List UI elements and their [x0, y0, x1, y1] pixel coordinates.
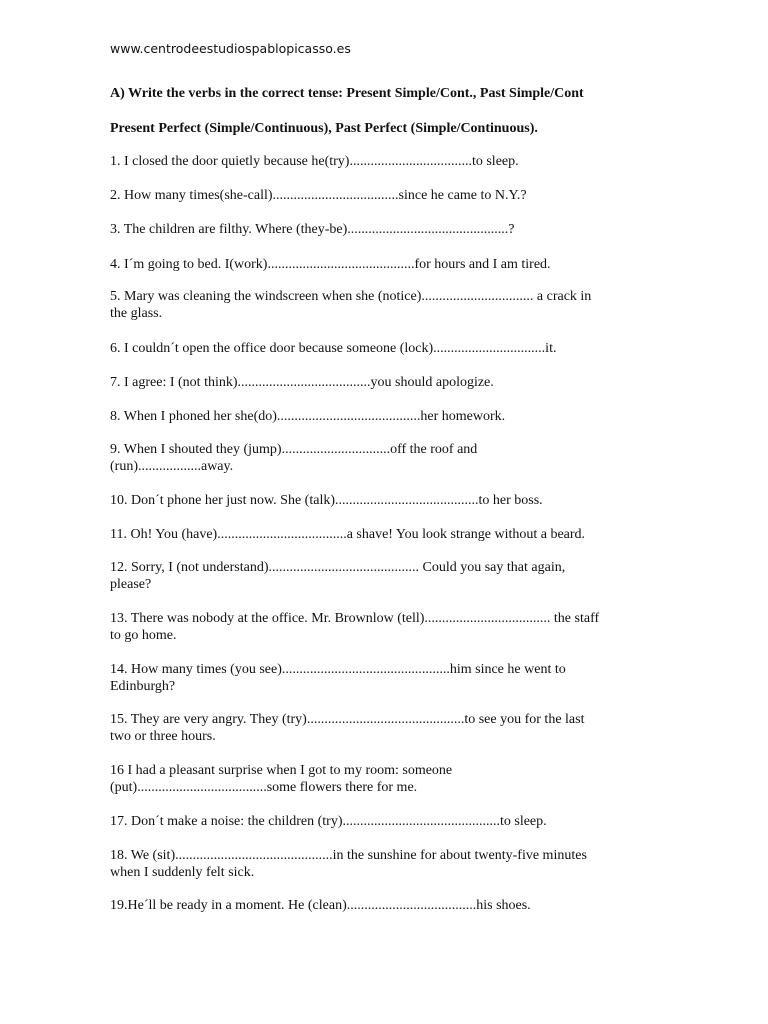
exercise-item — [110, 256, 670, 273]
item-text: 8. When I phoned her she(do).........................................her homework. — [110, 409, 506, 424]
item-text: 14. How many times (you see)................................................him since he went to — [110, 662, 566, 677]
item-text: 13. There was nobody at the office. Mr. Brownlow (tell).................................... the staff — [110, 611, 600, 626]
exercise-item — [110, 610, 670, 644]
exercise-item — [110, 897, 670, 914]
item-text: 2. How many times(she-call)....................................since he came to N.Y.? — [110, 188, 527, 203]
exercise-item — [110, 813, 670, 830]
website-header: www.centrodeestudiospablopicasso.es — [110, 41, 351, 56]
exercise-item — [110, 187, 670, 204]
item-text-continued: to go home. — [110, 628, 177, 643]
item-text: 16 I had a pleasant surprise when I got to my room: someone — [110, 763, 453, 778]
exercise-item — [110, 374, 670, 391]
item-text-continued: the glass. — [110, 306, 163, 321]
exercise-item — [110, 408, 670, 425]
item-text: 10. Don´t phone her just now. She (talk).........................................to her boss. — [110, 493, 543, 508]
item-text: 1. I closed the door quietly because he(try)...................................to sleep. — [110, 154, 519, 169]
exercise-item — [110, 711, 670, 745]
exercise-item — [110, 762, 670, 796]
item-text: 12. Sorry, I (not understand)........................................... Could you say that again, — [110, 560, 566, 575]
exercise-item — [110, 153, 670, 170]
item-text: 18. We (sit).............................................in the sunshine for about twenty-five minutes — [110, 848, 587, 863]
exercise-item — [110, 559, 670, 593]
exercise-item — [110, 441, 670, 475]
exercise-item — [110, 221, 670, 238]
item-text: 9. When I shouted they (jump)...............................off the roof and — [110, 442, 478, 457]
exercise-item — [110, 288, 670, 322]
exercise-title-line-1: A) Write the verbs in the correct tense: Present Simple/Cont., Past Simple/Cont — [110, 86, 584, 101]
item-text-continued: Edinburgh? — [110, 679, 176, 694]
item-text-continued: (run)..................away. — [110, 459, 234, 474]
item-text: 15. They are very angry. They (try).............................................to see you for the last — [110, 712, 585, 727]
item-text: 7. I agree: I (not think)......................................you should apologize. — [110, 375, 494, 390]
item-text: 4. I´m going to bed. I(work)..........................................for hours and I am tired. — [110, 257, 551, 272]
item-text-continued: (put).....................................some flowers there for me. — [110, 780, 418, 795]
exercise-item — [110, 847, 670, 881]
item-text: 3. The children are filthy. Where (they-be)..............................................? — [110, 222, 515, 237]
exercise-item — [110, 492, 670, 509]
exercise-item — [110, 526, 670, 543]
item-text: 19.He´ll be ready in a moment. He (clean).....................................his shoes. — [110, 898, 531, 913]
item-text: 11. Oh! You (have).....................................a shave! You look strange without a beard. — [110, 527, 586, 542]
item-text: 6. I couldn´t open the office door because someone (lock)................................it. — [110, 341, 557, 356]
item-text: 17. Don´t make a noise: the children (try).............................................to sleep. — [110, 814, 547, 829]
exercise-item — [110, 340, 670, 357]
exercise-title-line-2: Present Perfect (Simple/Continuous), Past Perfect (Simple/Continuous). — [110, 121, 538, 136]
exercise-item — [110, 661, 670, 695]
item-text-continued: please? — [110, 577, 152, 592]
item-text: 5. Mary was cleaning the windscreen when she (notice)................................ a crack in — [110, 289, 592, 304]
item-text-continued: two or three hours. — [110, 729, 216, 744]
item-text-continued: when I suddenly felt sick. — [110, 865, 255, 880]
